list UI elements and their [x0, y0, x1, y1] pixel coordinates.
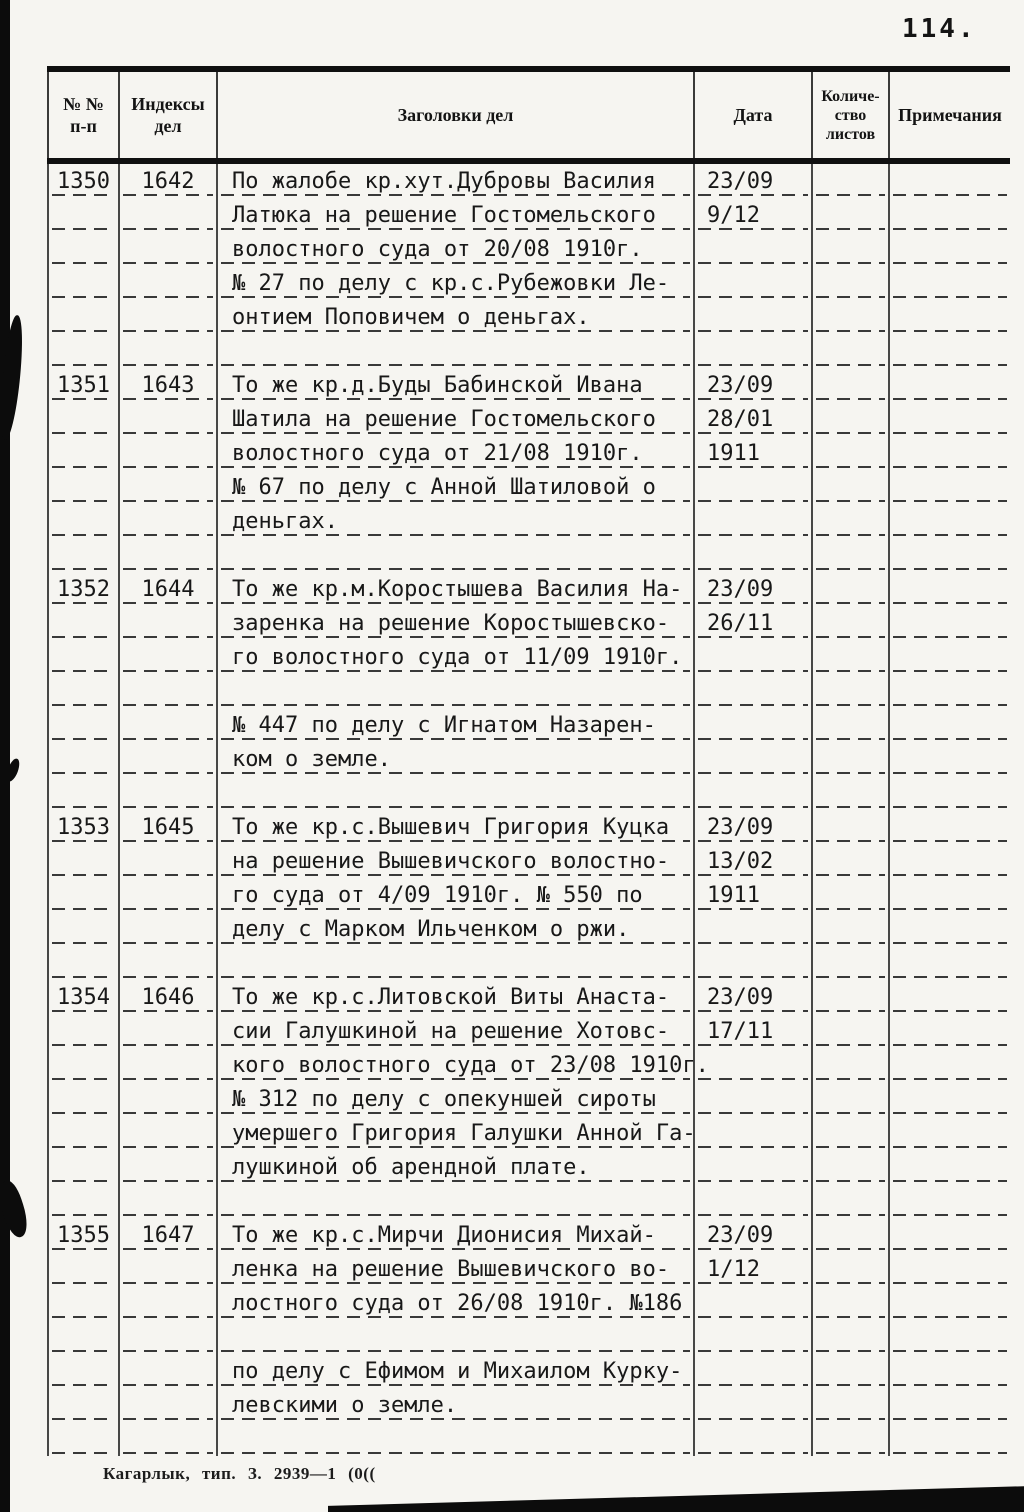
cell-index: [120, 504, 218, 538]
cell-index: 1644: [120, 572, 218, 606]
cell-index: [120, 1116, 218, 1150]
cell-notes: [890, 742, 1010, 776]
table-row-line: [47, 1048, 1010, 1082]
cell-index: [120, 742, 218, 776]
cell-sheet-count: [813, 980, 890, 1014]
header-col-index-line1: Индексы: [131, 94, 205, 114]
header-col-number-line1: № №: [63, 94, 104, 114]
cell-index: [120, 470, 218, 504]
cell-index: 1647: [120, 1218, 218, 1252]
cell-number: [47, 1048, 120, 1082]
cell-index: 1642: [120, 164, 218, 198]
cell-index: [120, 606, 218, 640]
cell-sheet-count: [813, 232, 890, 266]
cell-index: [120, 1048, 218, 1082]
table-row-line: [47, 1320, 1010, 1354]
cell-number: [47, 402, 120, 436]
table-row-line: [47, 504, 1010, 538]
table-row-line: [47, 1082, 1010, 1116]
table-row-line: [47, 946, 1010, 980]
cell-title: № 27 по делу с кр.с.Рубежовки Ле-: [218, 266, 695, 300]
cell-notes: [890, 538, 1010, 572]
cell-date: [695, 912, 813, 946]
cell-number: [47, 1082, 120, 1116]
cell-title: То же кр.с.Вышевич Григория Куцка: [218, 810, 695, 844]
cell-sheet-count: [813, 470, 890, 504]
cell-sheet-count: [813, 300, 890, 334]
cell-index: [120, 436, 218, 470]
cell-sheet-count: [813, 844, 890, 878]
cell-notes: [890, 640, 1010, 674]
cell-index: [120, 1354, 218, 1388]
cell-date: [695, 1082, 813, 1116]
cell-title: делу с Марком Ильченком о ржи.: [218, 912, 695, 946]
cell-number: [47, 1116, 120, 1150]
cell-notes: [890, 1252, 1010, 1286]
cell-index: [120, 844, 218, 878]
cell-date: [695, 1388, 813, 1422]
cell-index: [120, 1252, 218, 1286]
cell-title: на решение Вышевичского волостно-: [218, 844, 695, 878]
cell-sheet-count: [813, 402, 890, 436]
table-row-line: [47, 1286, 1010, 1320]
cell-number: [47, 198, 120, 232]
table-row-line: [47, 470, 1010, 504]
cell-title: волостного суда от 20/08 1910г.: [218, 232, 695, 266]
cell-number: [47, 1388, 120, 1422]
header-col-sheets-line1: Количе-: [821, 87, 880, 105]
cell-date: [695, 640, 813, 674]
cell-date: [695, 1320, 813, 1354]
cell-index: 1645: [120, 810, 218, 844]
table-row-line: [47, 844, 1010, 878]
cell-title: То же кр.с.Литовской Виты Анаста-: [218, 980, 695, 1014]
cell-index: [120, 198, 218, 232]
cell-sheet-count: [813, 1218, 890, 1252]
header-col-sheets-line3: листов: [825, 125, 876, 143]
cell-notes: [890, 368, 1010, 402]
cell-sheet-count: [813, 368, 890, 402]
cell-date: [695, 1422, 813, 1456]
cell-number: [47, 640, 120, 674]
cell-notes: [890, 1422, 1010, 1456]
cell-title: То же кр.м.Коростышева Василия На-: [218, 572, 695, 606]
cell-title: левскими о земле.: [218, 1388, 695, 1422]
cell-index: 1646: [120, 980, 218, 1014]
header-col-date: [695, 72, 813, 158]
cell-number: [47, 300, 120, 334]
cell-sheet-count: [813, 1422, 890, 1456]
cell-title: го волостного суда от 11/09 1910г.: [218, 640, 695, 674]
cell-number: 1352: [47, 572, 120, 606]
cell-date: [695, 1048, 813, 1082]
table-row-line: [47, 776, 1010, 810]
header-col-number: [47, 72, 120, 158]
cell-number: 1355: [47, 1218, 120, 1252]
header-col-sheets: [813, 72, 890, 158]
cell-date: 17/11: [695, 1014, 813, 1048]
cell-sheet-count: [813, 912, 890, 946]
cell-index: [120, 402, 218, 436]
cell-notes: [890, 878, 1010, 912]
cell-date: [695, 674, 813, 708]
cell-number: 1353: [47, 810, 120, 844]
cell-date: 1911: [695, 436, 813, 470]
cell-title: онтием Поповичем о деньгах.: [218, 300, 695, 334]
table-row: [47, 368, 1010, 402]
cell-index: [120, 674, 218, 708]
table-row: [47, 572, 1010, 606]
cell-number: [47, 708, 120, 742]
cell-sheet-count: [813, 266, 890, 300]
cell-index: [120, 334, 218, 368]
printer-imprint: Кагарлык, тип. З. 2939—1 (0((: [103, 1464, 376, 1483]
table-row-line: [47, 742, 1010, 776]
header-col-date-label: Дата: [733, 105, 773, 125]
table-row-line: [47, 1014, 1010, 1048]
cell-number: [47, 1422, 120, 1456]
cell-notes: [890, 436, 1010, 470]
cell-index: [120, 1184, 218, 1218]
page-number: 114.: [902, 14, 977, 44]
cell-index: [120, 776, 218, 810]
cell-number: [47, 1150, 120, 1184]
cell-date: [695, 232, 813, 266]
cell-date: 23/09: [695, 572, 813, 606]
table-row-line: [47, 402, 1010, 436]
cell-index: [120, 912, 218, 946]
cell-sheet-count: [813, 640, 890, 674]
cell-date: [695, 470, 813, 504]
cell-date: [695, 1116, 813, 1150]
cell-sheet-count: [813, 1150, 890, 1184]
table-header: [47, 66, 1010, 164]
table-row-line: [47, 334, 1010, 368]
cell-date: 1/12: [695, 1252, 813, 1286]
cell-number: [47, 674, 120, 708]
cell-number: [47, 1320, 120, 1354]
cell-sheet-count: [813, 1286, 890, 1320]
table-row-line: [47, 606, 1010, 640]
cell-number: 1350: [47, 164, 120, 198]
scan-artifact-left-edge: [0, 0, 10, 1512]
cell-notes: [890, 674, 1010, 708]
cell-notes: [890, 606, 1010, 640]
cell-sheet-count: [813, 1048, 890, 1082]
table-row-line: [47, 674, 1010, 708]
cell-number: [47, 844, 120, 878]
cell-index: [120, 1082, 218, 1116]
cell-date: 23/09: [695, 368, 813, 402]
cell-date: 26/11: [695, 606, 813, 640]
cell-sheet-count: [813, 810, 890, 844]
cell-title: То же кр.д.Буды Бабинской Ивана: [218, 368, 695, 402]
cell-notes: [890, 1116, 1010, 1150]
cell-date: [695, 300, 813, 334]
header-col-title: [218, 72, 695, 158]
cell-notes: [890, 708, 1010, 742]
cell-number: [47, 538, 120, 572]
cell-sheet-count: [813, 1014, 890, 1048]
cell-date: [695, 708, 813, 742]
cell-number: 1351: [47, 368, 120, 402]
cell-sheet-count: [813, 572, 890, 606]
scan-artifact-bottom-shadow: [328, 1484, 1024, 1512]
cell-title: [218, 1320, 695, 1354]
cell-title: лушкиной об арендной плате.: [218, 1150, 695, 1184]
table-row: [47, 980, 1010, 1014]
cell-number: [47, 1014, 120, 1048]
table-row-line: [47, 708, 1010, 742]
cell-notes: [890, 1320, 1010, 1354]
cell-notes: [890, 810, 1010, 844]
cell-number: [47, 742, 120, 776]
cell-index: [120, 1320, 218, 1354]
cell-date: 1911: [695, 878, 813, 912]
cell-notes: [890, 980, 1010, 1014]
cell-notes: [890, 470, 1010, 504]
cell-title: ленка на решение Вышевичского во-: [218, 1252, 695, 1286]
cell-date: 9/12: [695, 198, 813, 232]
header-col-index-line2: дел: [154, 116, 182, 136]
cell-title: [218, 1184, 695, 1218]
cell-number: [47, 504, 120, 538]
cell-notes: [890, 946, 1010, 980]
cell-number: [47, 1354, 120, 1388]
cell-sheet-count: [813, 504, 890, 538]
cell-number: [47, 878, 120, 912]
cell-notes: [890, 912, 1010, 946]
header-col-notes: [890, 72, 1010, 158]
cell-notes: [890, 504, 1010, 538]
table-row-line: [47, 1354, 1010, 1388]
cell-index: [120, 946, 218, 980]
cell-number: [47, 1252, 120, 1286]
table-row: [47, 164, 1010, 198]
cell-sheet-count: [813, 1116, 890, 1150]
cell-sheet-count: [813, 878, 890, 912]
cell-number: [47, 232, 120, 266]
cell-notes: [890, 776, 1010, 810]
table-row-line: [47, 878, 1010, 912]
cell-title: ком о земле.: [218, 742, 695, 776]
cell-title: [218, 946, 695, 980]
cell-sheet-count: [813, 1252, 890, 1286]
cell-index: [120, 640, 218, 674]
table-row-line: [47, 640, 1010, 674]
cell-title: деньгах.: [218, 504, 695, 538]
table-row-line: [47, 198, 1010, 232]
cell-date: [695, 266, 813, 300]
cell-sheet-count: [813, 334, 890, 368]
cell-number: [47, 436, 120, 470]
cell-title: [218, 674, 695, 708]
cell-date: 23/09: [695, 980, 813, 1014]
cell-date: 23/09: [695, 810, 813, 844]
cell-notes: [890, 1184, 1010, 1218]
cell-index: [120, 1422, 218, 1456]
cell-date: [695, 1286, 813, 1320]
table-row-line: [47, 436, 1010, 470]
cell-date: 28/01: [695, 402, 813, 436]
cell-number: [47, 1184, 120, 1218]
header-col-notes-label: Примечания: [898, 105, 1002, 125]
cell-date: [695, 538, 813, 572]
cell-notes: [890, 1218, 1010, 1252]
cell-sheet-count: [813, 538, 890, 572]
cell-date: 23/09: [695, 1218, 813, 1252]
cell-title: го суда от 4/09 1910г. № 550 по: [218, 878, 695, 912]
cell-index: [120, 1014, 218, 1048]
cell-date: [695, 1184, 813, 1218]
cell-title: волостного суда от 21/08 1910г.: [218, 436, 695, 470]
cell-date: [695, 742, 813, 776]
cell-date: [695, 946, 813, 980]
cell-title: [218, 776, 695, 810]
cell-title: лостного суда от 26/08 1910г. №186: [218, 1286, 695, 1320]
table-row-line: [47, 1184, 1010, 1218]
cell-sheet-count: [813, 674, 890, 708]
cell-notes: [890, 1014, 1010, 1048]
cell-notes: [890, 1048, 1010, 1082]
table-row-line: [47, 1388, 1010, 1422]
cell-date: [695, 1150, 813, 1184]
cell-sheet-count: [813, 198, 890, 232]
cell-index: [120, 266, 218, 300]
header-col-number-line2: п-п: [70, 116, 97, 136]
cell-index: [120, 300, 218, 334]
cell-notes: [890, 334, 1010, 368]
cell-title: По жалобе кр.хут.Дубровы Василия: [218, 164, 695, 198]
cell-sheet-count: [813, 742, 890, 776]
cell-notes: [890, 572, 1010, 606]
table-row-line: [47, 1252, 1010, 1286]
cell-sheet-count: [813, 606, 890, 640]
cell-sheet-count: [813, 776, 890, 810]
cell-date: [695, 334, 813, 368]
table-row-line: [47, 1422, 1010, 1456]
cell-title: № 67 по делу с Анной Шатиловой о: [218, 470, 695, 504]
cell-title: по делу с Ефимом и Михаилом Курку-: [218, 1354, 695, 1388]
cell-index: [120, 1150, 218, 1184]
cell-title: [218, 1422, 695, 1456]
cell-index: [120, 1286, 218, 1320]
cell-sheet-count: [813, 436, 890, 470]
cell-date: [695, 504, 813, 538]
cell-number: [47, 912, 120, 946]
cell-number: [47, 776, 120, 810]
cell-number: [47, 606, 120, 640]
cell-sheet-count: [813, 1320, 890, 1354]
cell-notes: [890, 1286, 1010, 1320]
cell-sheet-count: [813, 1184, 890, 1218]
cell-notes: [890, 1150, 1010, 1184]
cell-number: [47, 1286, 120, 1320]
cell-notes: [890, 402, 1010, 436]
table-row-line: [47, 232, 1010, 266]
inventory-table: [47, 66, 1010, 1456]
cell-sheet-count: [813, 946, 890, 980]
cell-notes: [890, 232, 1010, 266]
cell-sheet-count: [813, 708, 890, 742]
table-row-line: [47, 1150, 1010, 1184]
cell-notes: [890, 164, 1010, 198]
cell-number: 1354: [47, 980, 120, 1014]
cell-title: [218, 334, 695, 368]
table-row-line: [47, 300, 1010, 334]
cell-number: [47, 470, 120, 504]
cell-sheet-count: [813, 1388, 890, 1422]
cell-number: [47, 266, 120, 300]
cell-index: [120, 232, 218, 266]
header-col-sheets-line2: ство: [834, 106, 867, 124]
cell-title: № 447 по делу с Игнатом Назарен-: [218, 708, 695, 742]
cell-notes: [890, 1388, 1010, 1422]
cell-notes: [890, 300, 1010, 334]
table-row-line: [47, 912, 1010, 946]
cell-date: 13/02: [695, 844, 813, 878]
cell-index: [120, 538, 218, 572]
cell-number: [47, 334, 120, 368]
cell-title: заренка на решение Коростышевско-: [218, 606, 695, 640]
cell-index: [120, 708, 218, 742]
cell-notes: [890, 844, 1010, 878]
cell-notes: [890, 1354, 1010, 1388]
cell-title: № 312 по делу с опекуншей сироты: [218, 1082, 695, 1116]
cell-index: 1643: [120, 368, 218, 402]
cell-date: 23/09: [695, 164, 813, 198]
cell-title: кого волостного суда от 23/08 1910г.: [218, 1048, 695, 1082]
cell-title: То же кр.с.Мирчи Дионисия Михай-: [218, 1218, 695, 1252]
header-col-title-label: Заголовки дел: [397, 105, 514, 125]
table-row: [47, 810, 1010, 844]
cell-index: [120, 878, 218, 912]
cell-index: [120, 1388, 218, 1422]
cell-notes: [890, 266, 1010, 300]
cell-title: сии Галушкиной на решение Хотовс-: [218, 1014, 695, 1048]
table-body: [47, 164, 1010, 1456]
cell-title: умершего Григория Галушки Анной Га-: [218, 1116, 695, 1150]
cell-date: [695, 1354, 813, 1388]
table-row-line: [47, 538, 1010, 572]
cell-date: [695, 776, 813, 810]
header-col-index: [120, 72, 218, 158]
cell-sheet-count: [813, 1082, 890, 1116]
table-row-line: [47, 1116, 1010, 1150]
cell-title: Шатила на решение Гостомельского: [218, 402, 695, 436]
cell-notes: [890, 1082, 1010, 1116]
cell-sheet-count: [813, 164, 890, 198]
cell-number: [47, 946, 120, 980]
cell-title: [218, 538, 695, 572]
table-row-line: [47, 266, 1010, 300]
cell-title: Латюка на решение Гостомельского: [218, 198, 695, 232]
cell-sheet-count: [813, 1354, 890, 1388]
table-row: [47, 1218, 1010, 1252]
cell-notes: [890, 198, 1010, 232]
